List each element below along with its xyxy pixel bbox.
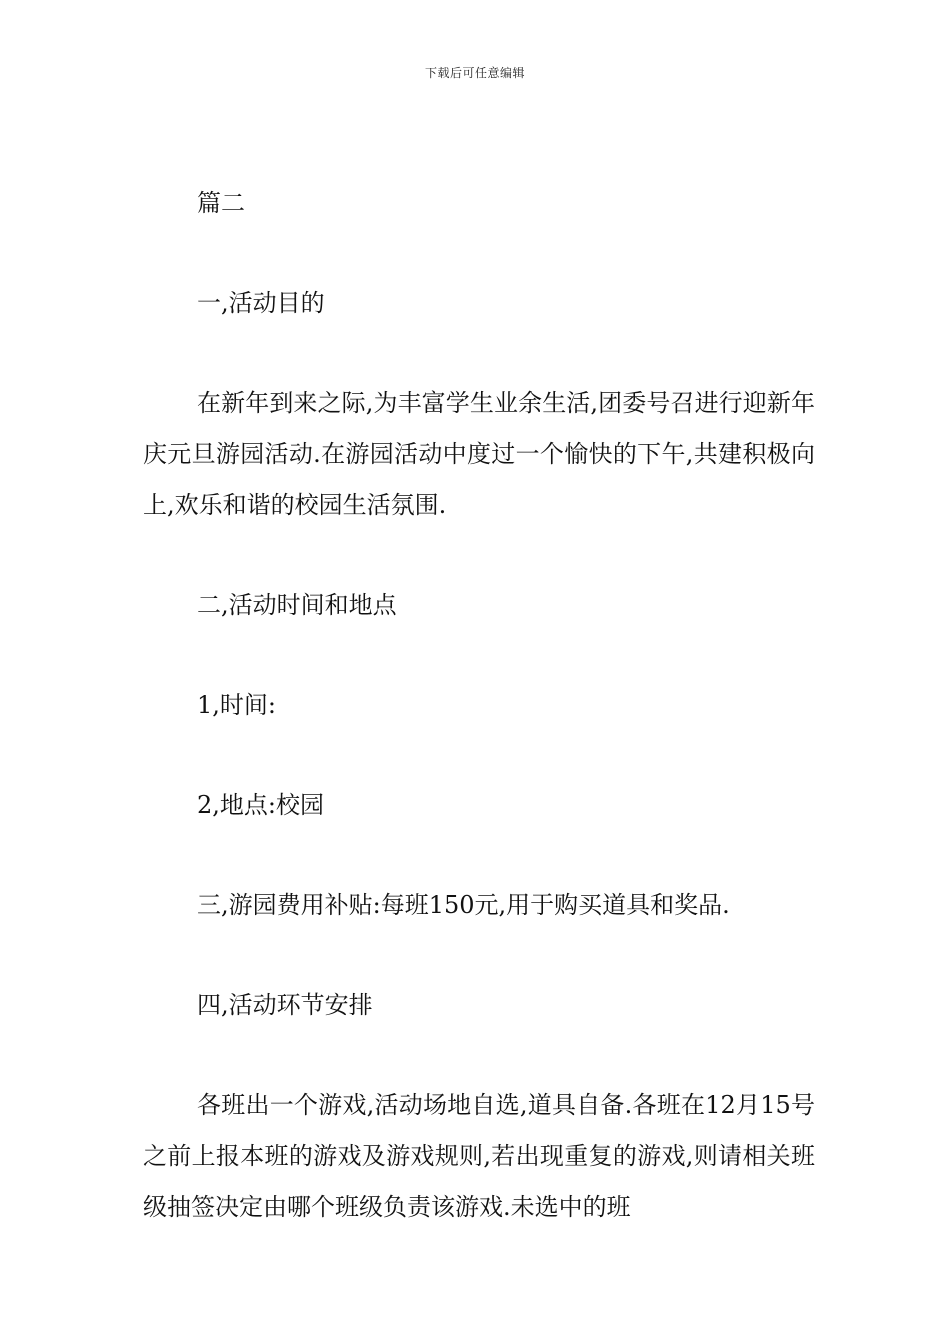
section-title: 篇二 (197, 189, 245, 217)
heading-activity-purpose: 一,活动目的 (197, 289, 325, 317)
heading-time-and-place: 二,活动时间和地点 (197, 591, 397, 619)
document-body (143, 178, 815, 1233)
paragraph-purpose-body: 在新年到来之际,为丰富学生业余生活,团委号召进行迎新年庆元旦游园活动.在游园活动中度过一个愉快的下午,共建积极向上,欢乐和谐的校园生活氛围. (143, 389, 815, 519)
item-place: 2,地点:校园 (197, 791, 324, 819)
item-time: 1,时间: (197, 691, 276, 719)
paragraph-arrangement-body: 各班出一个游戏,活动场地自选,道具自备.各班在12月15号之前上报本班的游戏及游戏规则,若出现重复的游戏,则请相关班级抽签决定由哪个班级负责该游戏.未选中的班 (143, 1091, 815, 1221)
page-header-note: 下载后可任意编辑 (424, 66, 525, 80)
heading-arrangement: 四,活动环节安排 (197, 991, 373, 1019)
heading-subsidy: 三,游园费用补贴:每班150元,用于购买道具和奖品. (197, 891, 730, 919)
